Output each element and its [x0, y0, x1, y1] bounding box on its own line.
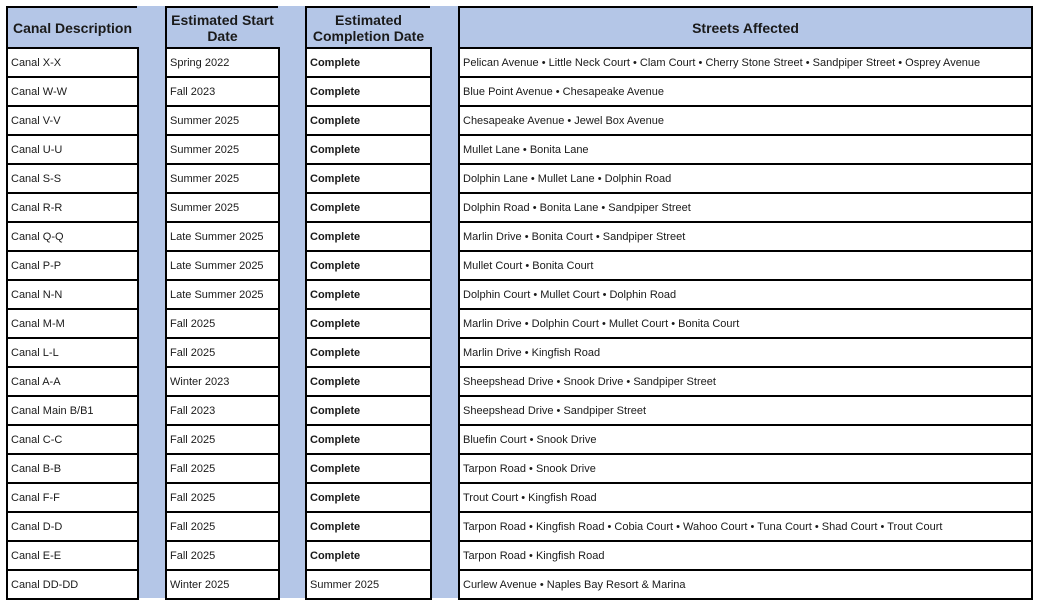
canal-description-cell: Canal W-W — [6, 76, 139, 107]
streets-affected-cell: Tarpon Road • Kingfish Road — [458, 540, 1033, 571]
canal-description-cell: Canal B-B — [6, 453, 139, 484]
streets-affected-cell: Tarpon Road • Snook Drive — [458, 453, 1033, 484]
completion-date-cell: Complete — [305, 192, 432, 223]
canal-description-cell: Canal C-C — [6, 424, 139, 455]
canal-description-cell: Canal X-X — [6, 47, 139, 78]
streets-affected-cell: Dolphin Court • Mullet Court • Dolphin Road — [458, 279, 1033, 310]
streets-affected-cell: Blue Point Avenue • Chesapeake Avenue — [458, 76, 1033, 107]
streets-affected-cell: Tarpon Road • Kingfish Road • Cobia Court • Wahoo Court • Tuna Court • Shad Court • Trout Court — [458, 511, 1033, 542]
completion-date-cell: Complete — [305, 366, 432, 397]
start-date-cell: Fall 2025 — [165, 540, 280, 571]
completion-date-cell: Complete — [305, 279, 432, 310]
streets-affected-cell: Mullet Lane • Bonita Lane — [458, 134, 1033, 165]
streets-affected-cell: Marlin Drive • Bonita Court • Sandpiper Street — [458, 221, 1033, 252]
start-date-cell: Winter 2025 — [165, 569, 280, 600]
completion-date-cell: Complete — [305, 395, 432, 426]
canal-description-cell: Canal P-P — [6, 250, 139, 281]
header-streets-affected: Streets Affected — [458, 6, 1033, 49]
start-date-cell: Fall 2025 — [165, 308, 280, 339]
canal-description-cell: Canal U-U — [6, 134, 139, 165]
completion-date-cell: Complete — [305, 221, 432, 252]
start-date-cell: Summer 2025 — [165, 134, 280, 165]
streets-affected-cell: Curlew Avenue • Naples Bay Resort & Marina — [458, 569, 1033, 600]
canal-description-cell: Canal N-N — [6, 279, 139, 310]
streets-affected-cell: Sheepshead Drive • Sandpiper Street — [458, 395, 1033, 426]
streets-affected-cell: Pelican Avenue • Little Neck Court • Clam Court • Cherry Stone Street • Sandpiper Street • Osprey Avenue — [458, 47, 1033, 78]
start-date-cell: Late Summer 2025 — [165, 221, 280, 252]
canal-description-cell: Canal A-A — [6, 366, 139, 397]
canal-description-cell: Canal DD-DD — [6, 569, 139, 600]
completion-date-cell: Complete — [305, 250, 432, 281]
streets-affected-cell: Mullet Court • Bonita Court — [458, 250, 1033, 281]
streets-affected-cell: Marlin Drive • Dolphin Court • Mullet Court • Bonita Court — [458, 308, 1033, 339]
start-date-cell: Fall 2025 — [165, 453, 280, 484]
canal-description-cell: Canal D-D — [6, 511, 139, 542]
start-date-cell: Fall 2023 — [165, 76, 280, 107]
streets-affected-cell: Dolphin Lane • Mullet Lane • Dolphin Road — [458, 163, 1033, 194]
completion-date-cell: Complete — [305, 105, 432, 136]
start-date-cell: Fall 2025 — [165, 337, 280, 368]
completion-date-cell: Complete — [305, 308, 432, 339]
start-date-cell: Summer 2025 — [165, 163, 280, 194]
completion-date-cell: Complete — [305, 424, 432, 455]
column-spacer — [430, 6, 458, 598]
completion-date-cell: Complete — [305, 453, 432, 484]
canal-schedule-table — [6, 6, 1031, 598]
header-estimated-start-date: Estimated Start Date — [165, 6, 280, 49]
canal-description-cell: Canal Q-Q — [6, 221, 139, 252]
start-date-cell: Fall 2025 — [165, 482, 280, 513]
streets-affected-cell: Dolphin Road • Bonita Lane • Sandpiper Street — [458, 192, 1033, 223]
header-estimated-completion-date: Estimated Completion Date — [305, 6, 432, 49]
header-canal-description: Canal Description — [6, 6, 139, 49]
completion-date-cell: Summer 2025 — [305, 569, 432, 600]
start-date-cell: Fall 2025 — [165, 424, 280, 455]
start-date-cell: Late Summer 2025 — [165, 279, 280, 310]
column-spacer — [278, 6, 305, 598]
start-date-cell: Spring 2022 — [165, 47, 280, 78]
canal-description-cell: Canal Main B/B1 — [6, 395, 139, 426]
start-date-cell: Fall 2023 — [165, 395, 280, 426]
completion-date-cell: Complete — [305, 511, 432, 542]
canal-description-cell: Canal S-S — [6, 163, 139, 194]
start-date-cell: Fall 2025 — [165, 511, 280, 542]
streets-affected-cell: Chesapeake Avenue • Jewel Box Avenue — [458, 105, 1033, 136]
streets-affected-cell: Marlin Drive • Kingfish Road — [458, 337, 1033, 368]
completion-date-cell: Complete — [305, 76, 432, 107]
start-date-cell: Summer 2025 — [165, 105, 280, 136]
streets-affected-cell: Trout Court • Kingfish Road — [458, 482, 1033, 513]
canal-description-cell: Canal V-V — [6, 105, 139, 136]
completion-date-cell: Complete — [305, 163, 432, 194]
completion-date-cell: Complete — [305, 134, 432, 165]
canal-description-cell: Canal F-F — [6, 482, 139, 513]
column-spacer — [137, 6, 165, 598]
canal-description-cell: Canal L-L — [6, 337, 139, 368]
canal-description-cell: Canal M-M — [6, 308, 139, 339]
canal-description-cell: Canal E-E — [6, 540, 139, 571]
start-date-cell: Summer 2025 — [165, 192, 280, 223]
completion-date-cell: Complete — [305, 540, 432, 571]
streets-affected-cell: Sheepshead Drive • Snook Drive • Sandpiper Street — [458, 366, 1033, 397]
start-date-cell: Late Summer 2025 — [165, 250, 280, 281]
streets-affected-cell: Bluefin Court • Snook Drive — [458, 424, 1033, 455]
completion-date-cell: Complete — [305, 47, 432, 78]
completion-date-cell: Complete — [305, 482, 432, 513]
canal-description-cell: Canal R-R — [6, 192, 139, 223]
start-date-cell: Winter 2023 — [165, 366, 280, 397]
completion-date-cell: Complete — [305, 337, 432, 368]
